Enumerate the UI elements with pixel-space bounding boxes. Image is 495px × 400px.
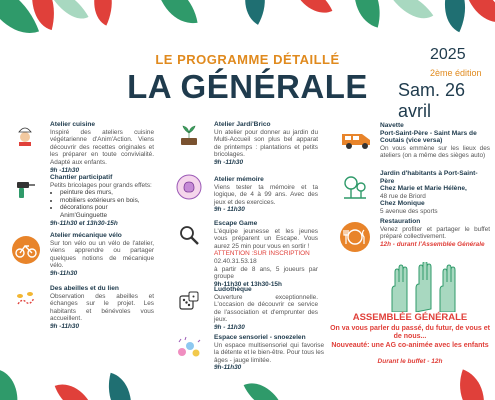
bullet-item: • décorations pour Anim'Guinguette	[60, 204, 154, 219]
activity-desc: Viens tester ta mémoire et ta logique, de 4 à 99 ans. Avec des jeux et des exercices.	[214, 183, 318, 206]
info-restauration	[380, 218, 490, 248]
assembly-announcement	[330, 312, 490, 365]
bees-icon	[14, 288, 36, 310]
activity-desc: Ouverture exceptionnelle. L'occasion de découvrir ce service de l'association et d'emprunter des jeux.	[214, 293, 318, 324]
page-title: LA GÉNÉRALE	[127, 68, 368, 105]
activity-title: Atelier mémoire	[214, 176, 264, 183]
info-title: Restauration	[380, 218, 421, 225]
activity-bullets	[60, 189, 154, 219]
sensory-icon	[176, 336, 202, 360]
info-title: Jardin d'habitants à Port-Saint-Père	[380, 170, 478, 185]
info-jardin	[380, 170, 490, 216]
activity-title: Des abeilles et du lien	[50, 285, 119, 292]
info-subtitle: Port-Saint-Père - Saint Mars de Coutais (vice versa)	[380, 129, 477, 145]
activity-hours: 9h - 11h30	[214, 206, 245, 214]
activity-velo	[50, 232, 154, 278]
bike-icon	[12, 236, 40, 264]
drill-icon	[14, 178, 36, 200]
info-desc: Venez profiter et partager le buffet préparé collectivement.	[380, 225, 490, 241]
activity-jardibrico	[214, 121, 318, 167]
info-address: 5 avenue des sports	[380, 207, 438, 215]
info-navette	[380, 122, 490, 160]
info-address: 48 rue de Briord	[380, 192, 426, 200]
event-date: Sam. 26 avril	[398, 80, 466, 121]
activity-title: Ludothèque	[214, 286, 252, 293]
activity-extra: à partir de 8 ans, 5 joueurs par groupe	[214, 265, 318, 281]
info-hours: 12h - durant l'Assemblée Générale	[380, 240, 485, 248]
info-subtitle: Chez Marie et Marie Hélène,	[380, 185, 467, 193]
activity-hours: 9h-11h30	[50, 269, 78, 277]
activity-chantier	[50, 174, 154, 227]
decorative-foliage-top	[0, 0, 495, 50]
activity-hours: 9h -11h30	[50, 166, 80, 174]
assembly-buffet-time: Durant le buffet - 12h	[377, 358, 443, 366]
brain-icon	[176, 174, 202, 200]
bullet-item: • peinture des murs,	[60, 189, 154, 197]
info-desc: On vous emmène sur les lieux des ateliers (on a même des sièges auto)	[380, 144, 490, 160]
activity-desc: Inspiré des ateliers cuisine végétarienne d'Anim'Action. Viens découvrir des recettes originales et les préparer en toute convivialité. Adapté aux enfants.	[50, 128, 154, 166]
chef-icon	[14, 124, 36, 146]
activity-desc: Un atelier pour donner au jardin du Multi-Accueil son plus bel apparat de printemps : plantations et petits bricolages.	[214, 128, 318, 159]
info-subtitle: Chez Monique	[380, 200, 425, 208]
registration-phone: 02.40.31.53.18	[214, 257, 257, 265]
activity-hours: 9h-11h30 et 13h30-15h	[214, 280, 282, 288]
registration-warning: ATTENTION :SUR INSCRIPTION	[214, 250, 310, 258]
activity-hours: 9h -11h30	[214, 158, 244, 166]
activity-escape	[214, 220, 318, 288]
activity-desc: Sur ton vélo ou un vélo de l'atelier, viens apprendre ou partager quelques notions de mécanique vélo.	[50, 239, 154, 270]
activity-snoezelen	[214, 334, 324, 372]
activity-abeilles	[50, 285, 154, 331]
activity-desc: L'équipe jeunesse et les jeunes vous préparent un Escape. Vous aurez 25 min pour vous en sortir !	[214, 227, 318, 250]
assembly-line-2: Nouveauté: une AG co-animée avec les enfants	[331, 341, 489, 349]
raised-hands-icon	[384, 262, 464, 312]
activity-hours: 9h-11h30	[214, 364, 242, 372]
activity-hours: 9h - 11h30	[214, 323, 245, 331]
event-year: 2025	[430, 46, 466, 63]
activity-desc: Observation des abeilles et échanges sur le projet. Les habitants et bénévoles vous accueillent.	[50, 292, 154, 323]
activity-cuisine	[50, 121, 154, 174]
sprout-icon	[178, 124, 200, 146]
magnifier-icon	[178, 224, 200, 246]
activity-title: Chantier participatif	[50, 174, 113, 181]
activity-memoire	[214, 176, 318, 214]
van-icon	[340, 128, 374, 150]
activity-hours: 9h -11h30	[50, 322, 80, 330]
info-title: Navette	[380, 122, 404, 129]
dice-icon	[178, 290, 200, 312]
program-kicker: LE PROGRAMME DÉTAILLÉ	[155, 52, 340, 67]
bullet-item: • mobiliers extérieurs en bois,	[60, 197, 154, 205]
activity-title: Atelier mécanique vélo	[50, 232, 122, 239]
activity-title: Atelier Jardi'Brico	[214, 121, 271, 128]
activity-desc: Petits bricolages pour grands effets:	[50, 181, 152, 189]
assembly-title: ASSEMBLÉE GÉNÉRALE	[352, 312, 468, 323]
activity-hours: 9h-11h30 et 13h30-15h	[50, 219, 118, 227]
activity-ludotheque	[214, 286, 318, 332]
activity-title: Escape Game	[214, 220, 258, 227]
trees-icon	[342, 174, 368, 200]
assembly-line-1: On va vous parler du passé, du futur, de vous et de nous...	[330, 325, 490, 341]
cutlery-icon	[340, 222, 370, 252]
activity-desc: Un espace multisensoriel qui favorise la détente et le bien-être. Pour tous les âges - jauge limitée.	[214, 341, 324, 364]
activity-title: Atelier cuisine	[50, 121, 96, 128]
event-edition: 2ème édition	[430, 68, 482, 78]
activity-title: Espace sensoriel - snoezelen	[214, 334, 306, 341]
